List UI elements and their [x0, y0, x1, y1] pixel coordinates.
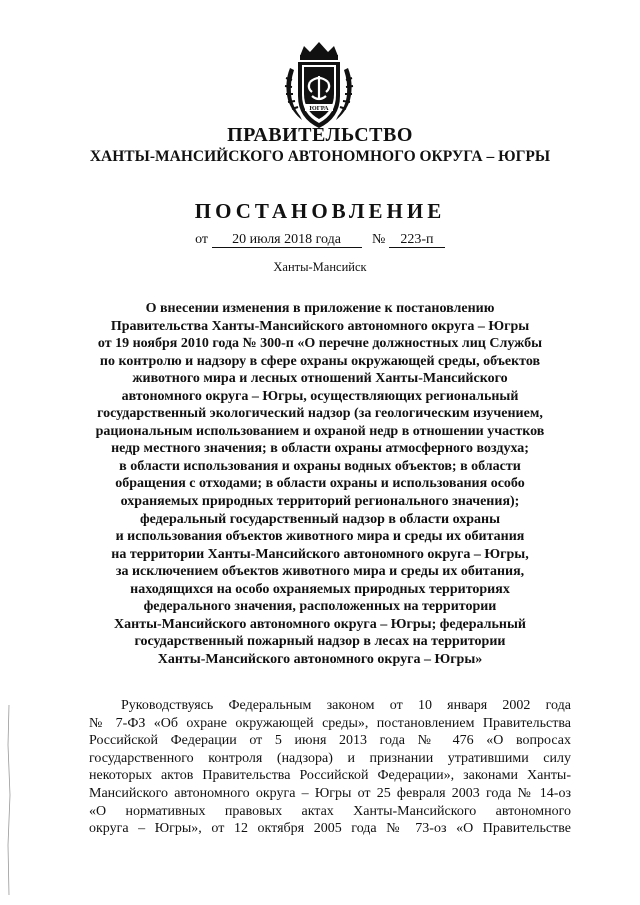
body-line: «О нормативных правовых актах Ханты-Мансийского автономного — [89, 803, 571, 819]
heading-line: Ханты-Мансийского автономного округа – Югры» — [157, 651, 483, 667]
date-prefix: от — [195, 232, 209, 247]
resolution-heading — [60, 300, 580, 668]
date-number-line — [0, 232, 640, 248]
body-line: № 7-ФЗ «Об охране окружающей среды», постановлением Правительства — [89, 715, 571, 731]
heading-line: в области использования и охраны водных объектов; в области — [119, 458, 521, 474]
heading-line: по контролю и надзору в сфере охраны окружающей среды, объектов — [99, 353, 541, 369]
body-line: государственного контроля (надзора) и признании утратившими силу — [89, 750, 571, 766]
document-number: 223-п — [389, 232, 445, 248]
body-paragraph — [89, 697, 571, 838]
heading-line: на территории Ханты-Мансийского автономного округа – Югры, — [111, 546, 529, 562]
body-line: Российской Федерации от 5 июня 2013 года № 476 «О вопросах — [89, 733, 571, 749]
government-title: ПРАВИТЕЛЬСТВО — [227, 124, 413, 146]
heading-line: животного мира и лесных отношений Ханты-Мансийского — [132, 371, 508, 387]
emblem-text: ЮГРА — [309, 105, 329, 112]
region-title: ХАНТЫ-МАНСИЙСКОГО АВТОНОМНОГО ОКРУГА – ЮГРЫ — [89, 148, 551, 165]
heading-line: за исключением объектов животного мира и среды их обитания, — [115, 564, 525, 580]
heading-line: федеральный государственный надзор в области охраны — [139, 511, 501, 527]
body-line: некоторых актов Правительства Российской Федерации», законами Ханты- — [89, 768, 571, 784]
heading-line: О внесении изменения в приложение к постановлению — [145, 301, 495, 316]
heading-line: обращения с отходами; в области охраны и использования особо — [115, 476, 525, 492]
heading-line: государственный пожарный надзор в лесах на территории — [134, 634, 506, 650]
heading-line: рациональным использованием и охраной недр в отношении участков — [95, 423, 545, 439]
heading-line: находящихся на особо охраняемых природных территориях — [130, 581, 510, 597]
heading-line: федерального значения, расположенных на территории — [143, 599, 497, 615]
heading-line: недр местного значения; в области охраны атмосферного воздуха; — [111, 441, 529, 457]
scan-margin-mark — [4, 705, 14, 895]
document-date: 20 июля 2018 года — [212, 232, 362, 248]
document-type: ПОСТАНОВЛЕНИЕ — [194, 199, 446, 223]
body-line: округа – Югры», от 12 октября 2005 года № 73-оз «О Правительстве — [89, 821, 571, 837]
heading-line: и использования объектов животного мира и среды их обитания — [115, 529, 525, 545]
city: Ханты-Мансийск — [273, 260, 367, 274]
heading-line: Ханты-Мансийского автономного округа – Югры; федеральный — [114, 616, 526, 632]
body-line: Мансийского автономного округа – Югры от 25 февраля 2003 года № 14-оз — [89, 785, 571, 801]
body-line: Руководствуясь Федеральным законом от 10 января 2002 года — [121, 698, 571, 713]
heading-line: государственный экологический надзор (за геологическим изучением, — [97, 406, 543, 422]
heading-line: охраняемых природных территорий регионального значения); — [120, 494, 520, 510]
heading-line: автономного округа – Югры, осуществляющих региональный — [121, 388, 519, 404]
heading-line: Правительства Ханты-Мансийского автономного округа – Югры — [110, 318, 530, 334]
heading-line: от 19 ноября 2010 года № 300-п «О перечне должностных лиц Службы — [97, 336, 543, 352]
number-sign: № — [372, 232, 386, 247]
coat-of-arms-icon — [276, 38, 362, 138]
